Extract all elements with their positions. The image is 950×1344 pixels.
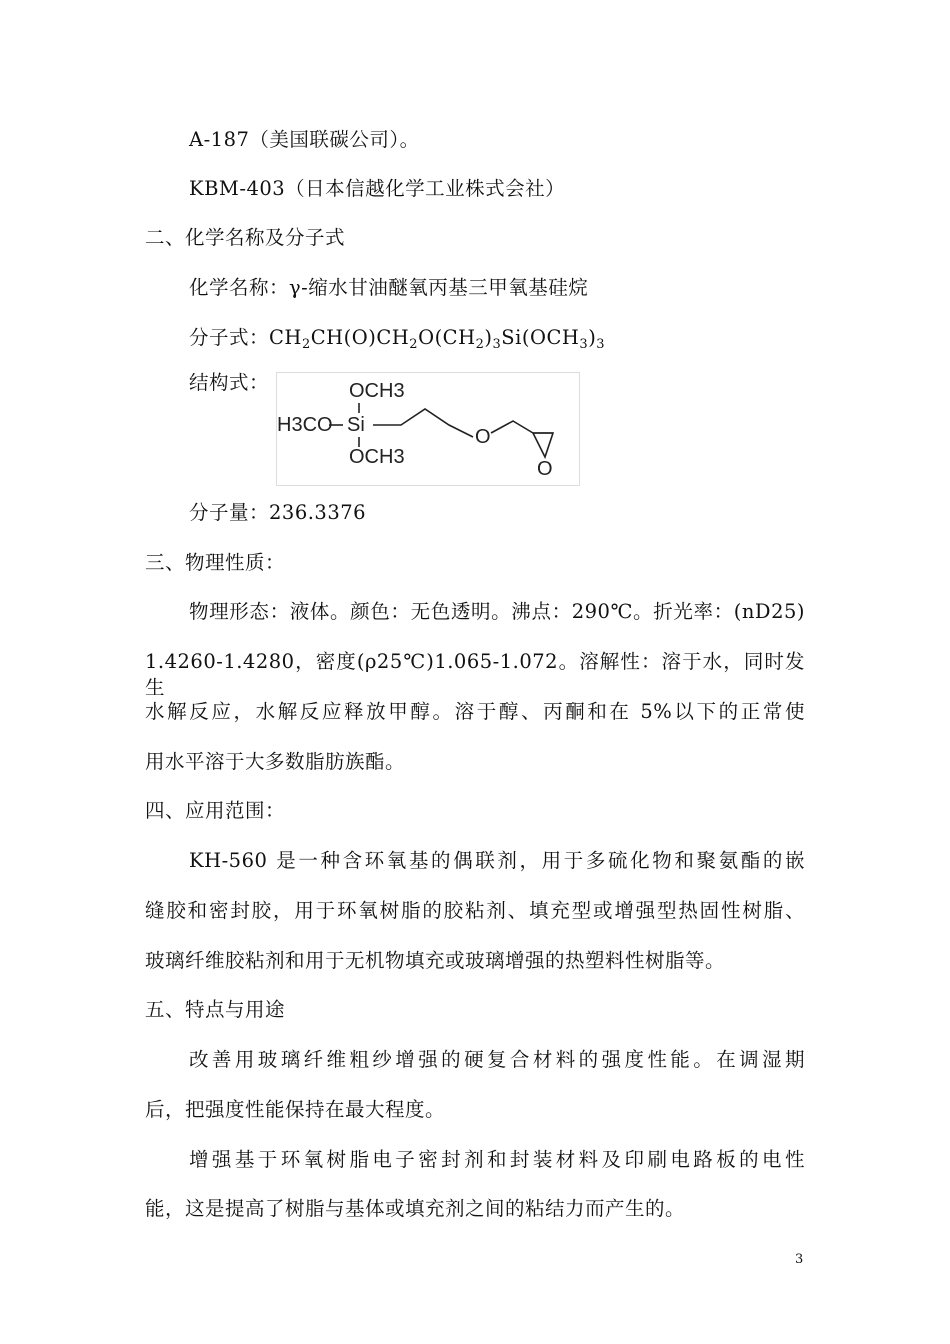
section-heading-chemical-name: 二、化学名称及分子式 bbox=[145, 226, 346, 249]
h3co-label: H3CO bbox=[277, 414, 333, 436]
applications-line-2: 缝胶和密封胶，用于环氧树脂的胶粘剂、填充型或增强型热固性树脂、 bbox=[145, 899, 805, 922]
molecular-formula bbox=[189, 325, 849, 351]
section-heading-features: 五、特点与用途 bbox=[145, 998, 286, 1021]
chemical-name: 化学名称：γ-缩水甘油醚氧丙基三甲氧基硅烷 bbox=[189, 276, 589, 299]
epoxide-oxygen-label: O bbox=[537, 458, 553, 480]
physical-properties-line-2: 1.4260-1.4280，密度(ρ25℃)1.065-1.072。溶解性：溶于水，同时发生 bbox=[145, 650, 805, 699]
physical-properties-line-1: 物理形态：液体。颜色：无色透明。沸点：290℃。折光率：(nD25) bbox=[189, 600, 805, 623]
molecular-weight: 分子量：236.3376 bbox=[189, 501, 367, 524]
si-label: Si bbox=[347, 414, 365, 436]
ether-oxygen-label: O bbox=[475, 426, 491, 448]
structural-formula-image bbox=[276, 372, 580, 486]
applications-line-1: KH-560 是一种含环氧基的偶联剂，用于多硫化物和聚氨酯的嵌 bbox=[189, 849, 805, 872]
physical-properties-line-3: 水解反应，水解反应释放甲醇。溶于醇、丙酮和在 5%以下的正常使 bbox=[145, 700, 805, 723]
och3-top-label: OCH3 bbox=[349, 380, 405, 402]
page-number: 3 bbox=[795, 1252, 804, 1267]
applications-line-3: 玻璃纤维胶粘剂和用于无机物填充或玻璃增强的热塑料性树脂等。 bbox=[145, 949, 726, 972]
features-line-2: 后，把强度性能保持在最大程度。 bbox=[145, 1098, 446, 1121]
section-heading-applications: 四、应用范围： bbox=[145, 799, 286, 822]
formula-text: $CH_2CH(O)CH_2O(CH_2)_3Si(OCH_3)_3$ bbox=[269, 326, 606, 352]
structure-label: 结构式： bbox=[189, 371, 270, 394]
features-line-3: 增强基于环氧树脂电子密封剂和封装材料及印刷电路板的电性 bbox=[189, 1148, 805, 1171]
och3-bottom-label: OCH3 bbox=[349, 446, 405, 468]
physical-properties-line-4: 用水平溶于大多数脂肪族酯。 bbox=[145, 750, 406, 773]
features-line-1: 改善用玻璃纤维粗纱增强的硬复合材料的强度性能。在调湿期 bbox=[189, 1048, 805, 1071]
trade-name-a187: A-187（美国联碳公司）。 bbox=[189, 128, 420, 151]
formula-label: 分子式： bbox=[189, 326, 270, 349]
trade-name-kbm403: KBM-403（日本信越化学工业株式会社） bbox=[189, 177, 566, 200]
features-line-4: 能，这是提高了树脂与基体或填充剂之间的粘结力而产生的。 bbox=[145, 1197, 686, 1220]
section-heading-physical-properties: 三、物理性质： bbox=[145, 551, 286, 574]
